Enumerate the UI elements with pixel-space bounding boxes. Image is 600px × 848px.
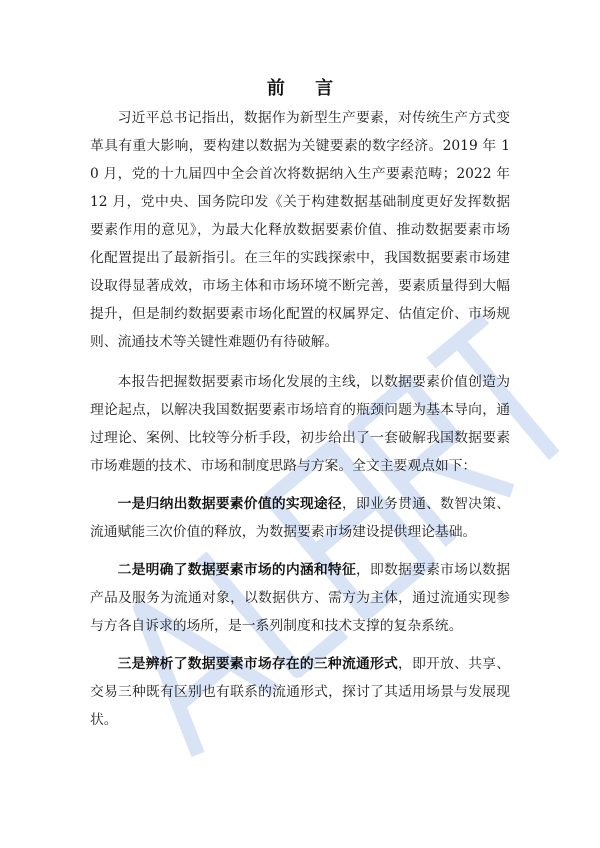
point-3-text: ，即开放、共享、交易三种既有区别也有联系的流通形式，探讨了其适用场景与发展现状。 — [90, 656, 511, 728]
document-body — [90, 104, 510, 734]
paragraph-point-2 — [90, 556, 510, 640]
paragraph-point-1 — [90, 490, 510, 546]
point-2-heading: 二是明确了数据要素市场的内涵和特征 — [117, 562, 356, 578]
paragraph-point-3 — [90, 650, 510, 734]
page-title: 前 言 — [266, 78, 346, 99]
point-1-heading: 一是归纳出数据要素价值的实现途径 — [117, 496, 342, 512]
paragraph-intro: 习近平总书记指出，数据作为新型生产要素，对传统生产方式变革具有重大影响，要构建以数据为关键要素的数字经济。2019 年 10 月，党的十九届四中全会首次将数据纳入生产要素范畴；2022 年 12 月，党中央、国务院印发《关于构建数据基础制度更好发挥数据要素作用的意见》，为最大化释放数据要素价值、推动数据要素市场化配置提出了最新指引。在三年的实践探索中，我国数据要素市场建设取得显著成效，市场主体和市场环境不断完善，要素质量得到大幅提升，但是制约数据要素市场化配置的权属界定、估值定价、市场规则、流通技术等关键性难题仍有待破解。 — [90, 110, 510, 350]
paragraph-summary: 本报告把握数据要素市场化发展的主线，以数据要素价值创造为理论起点，以解决我国数据要素市场培育的瓶颈问题为基本导向，通过理论、案例、比较等分析手段，初步给出了一套破解我国数据要素市场难题的技术、市场和制度思路与方案。全文主要观点如下： — [90, 374, 510, 474]
point-2-text: ，即数据要素市场以数据产品及服务为流通对象，以数据供方、需方为主体，通过流通实现参与方各自诉求的场所，是一系列制度和技术支撑的复杂系统。 — [90, 562, 511, 634]
point-3-heading: 三是辨析了数据要素市场存在的三种流通形式 — [117, 656, 399, 672]
point-1-text: ，即业务贯通、数智决策、流通赋能三次价值的释放，为数据要素市场建设提供理论基础。 — [90, 496, 511, 540]
